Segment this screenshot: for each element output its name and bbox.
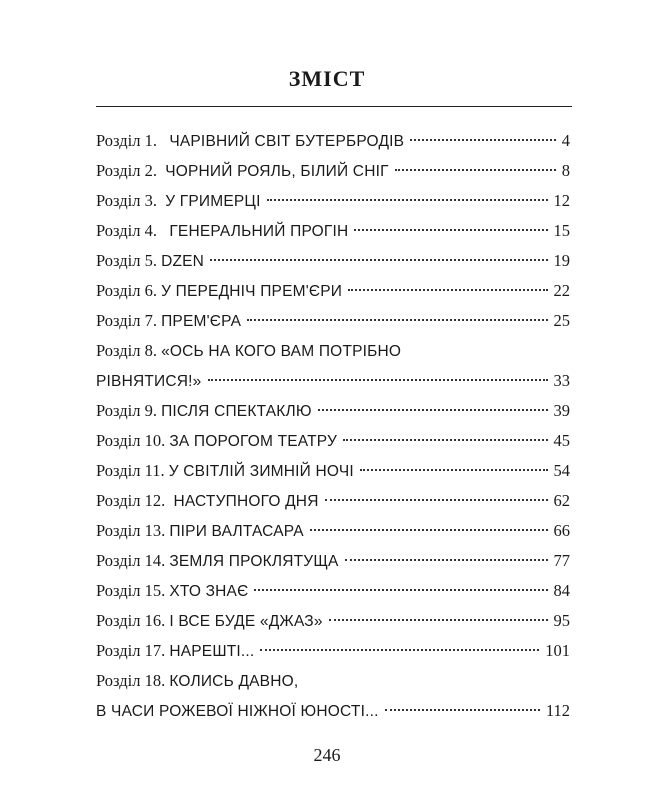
chapter-page: 101 (545, 641, 570, 660)
dot-leader (254, 589, 547, 591)
toc-entry (96, 126, 570, 156)
chapter-title: ЗЕМЛЯ ПРОКЛЯТУЩА (169, 553, 339, 570)
chapter-page: 4 (561, 131, 570, 150)
chapter-label: Розділ 6. (96, 281, 157, 300)
chapter-page: 112 (545, 701, 570, 720)
toc-entry (96, 606, 570, 636)
dot-leader (318, 409, 548, 411)
chapter-label: Розділ 8. (96, 341, 157, 360)
chapter-title: ПІСЛЯ СПЕКТАКЛЮ (161, 403, 312, 420)
dot-leader (325, 499, 548, 501)
chapter-label: Розділ 12. (96, 491, 166, 510)
chapter-title: ПІРИ ВАЛТАСАРА (169, 523, 304, 540)
toc-entry (96, 276, 570, 306)
chapter-label: Розділ 15. (96, 581, 166, 600)
chapter-title: НАРЕШТІ... (169, 643, 255, 660)
toc-entry (96, 636, 570, 666)
dot-leader (385, 709, 540, 711)
chapter-page: 33 (553, 371, 570, 390)
toc-entry (96, 666, 570, 696)
dot-leader (208, 379, 548, 381)
chapter-title: ГЕНЕРАЛЬНИЙ ПРОГІН (169, 223, 349, 240)
toc-entry (96, 306, 570, 336)
toc-entry (96, 186, 570, 216)
chapter-page: 25 (553, 311, 570, 330)
toc-entry (96, 456, 570, 486)
chapter-label: Розділ 3. (96, 191, 157, 210)
chapter-label: Розділ 7. (96, 311, 157, 330)
dot-leader (348, 289, 547, 291)
chapter-page: 45 (553, 431, 570, 450)
chapter-page: 84 (553, 581, 570, 600)
chapter-label: Розділ 2. (96, 161, 157, 180)
toc-entry (96, 516, 570, 546)
chapter-title-continued: РІВНЯТИСЯ!» (96, 373, 202, 390)
dot-leader (395, 169, 556, 171)
dot-leader (210, 259, 547, 261)
toc-entry (96, 486, 570, 516)
chapter-page: 39 (553, 401, 570, 420)
chapter-page: 62 (553, 491, 570, 510)
chapter-title: КОЛИСЬ ДАВНО, (169, 673, 299, 690)
title-divider (96, 106, 572, 107)
chapter-page: 22 (553, 281, 570, 300)
chapter-title: ЗА ПОРОГОМ ТЕАТРУ (169, 433, 338, 450)
dot-leader (310, 529, 548, 531)
chapter-label: Розділ 16. (96, 611, 166, 630)
dot-leader (360, 469, 548, 471)
page-title: ЗМІСТ (288, 66, 366, 91)
chapter-page: 15 (553, 221, 570, 240)
chapter-title: НАСТУПНОГО ДНЯ (173, 493, 319, 510)
chapter-label: Розділ 13. (96, 521, 166, 540)
chapter-label: Розділ 1. (96, 131, 157, 150)
chapter-label: Розділ 17. (96, 641, 166, 660)
chapter-label: Розділ 5. (96, 251, 157, 270)
toc-entry (96, 396, 570, 426)
toc-entry-continuation (96, 696, 570, 726)
chapter-title: ЧОРНИЙ РОЯЛЬ, БІЛИЙ СНІГ (165, 163, 389, 180)
page-number: 246 (313, 745, 341, 765)
dot-leader (343, 439, 547, 441)
chapter-label: Розділ 14. (96, 551, 166, 570)
chapter-title: У ПЕРЕДНІЧ ПРЕМ'ЄРИ (161, 283, 343, 300)
dot-leader (329, 619, 548, 621)
dot-leader (410, 139, 556, 141)
dot-leader (247, 319, 547, 321)
dot-leader (345, 559, 548, 561)
table-of-contents (96, 126, 570, 726)
chapter-page: 19 (553, 251, 570, 270)
chapter-title: «ОСЬ НА КОГО ВАМ ПОТРІБНО (161, 343, 402, 360)
chapter-title: DZEN (161, 253, 205, 270)
dot-leader (354, 229, 547, 231)
chapter-page: 95 (553, 611, 570, 630)
chapter-label: Розділ 9. (96, 401, 157, 420)
dot-leader (267, 199, 548, 201)
chapter-label: Розділ 11. (96, 461, 165, 480)
toc-entry (96, 156, 570, 186)
chapter-title: У ГРИМЕРЦІ (165, 193, 261, 210)
toc-entry (96, 426, 570, 456)
chapter-page: 54 (553, 461, 570, 480)
chapter-title: ПРЕМ'ЄРА (161, 313, 242, 330)
toc-entry-continuation (96, 366, 570, 396)
chapter-page: 66 (553, 521, 570, 540)
toc-entry (96, 576, 570, 606)
chapter-title-continued: В ЧАСИ РОЖЕВОЇ НІЖНОЇ ЮНОСТІ... (96, 703, 379, 720)
chapter-title: І ВСЕ БУДЕ «ДЖАЗ» (169, 613, 323, 630)
dot-leader (260, 649, 539, 651)
chapter-label: Розділ 10. (96, 431, 166, 450)
toc-entry (96, 336, 570, 366)
chapter-title: У СВІТЛІЙ ЗИМНІЙ НОЧІ (168, 463, 354, 480)
chapter-page: 12 (553, 191, 570, 210)
chapter-label: Розділ 18. (96, 671, 166, 690)
chapter-title: ХТО ЗНАЄ (169, 583, 249, 600)
toc-entry (96, 246, 570, 276)
toc-entry (96, 216, 570, 246)
toc-entry (96, 546, 570, 576)
chapter-page: 8 (561, 161, 570, 180)
chapter-label: Розділ 4. (96, 221, 157, 240)
chapter-title: ЧАРІВНИЙ СВІТ БУТЕРБРОДІВ (169, 133, 405, 150)
chapter-page: 77 (553, 551, 570, 570)
